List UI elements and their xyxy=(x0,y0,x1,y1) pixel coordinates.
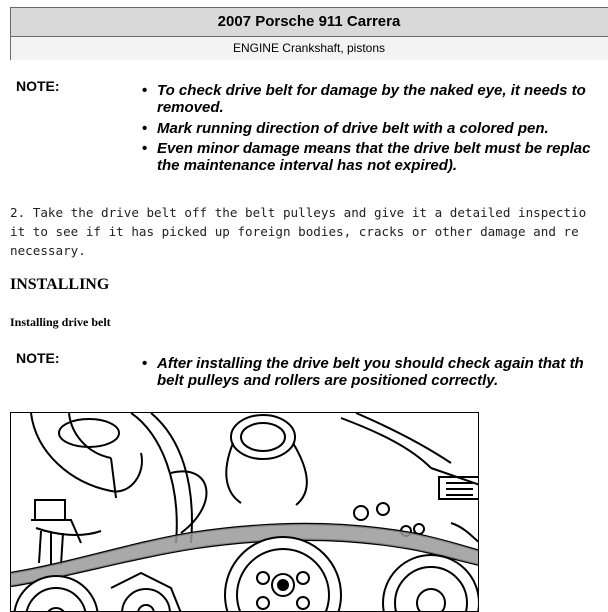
note-item: • Even minor damage means that the drive belt must be replac the maintenance interval has not expired). xyxy=(140,140,608,174)
drive-belt-illustration xyxy=(10,412,479,612)
step-2-text: 2. Take the drive belt off the belt pulleys and give it a detailed inspectio it to see if it has picked up foreign bodies, cracks or other damage and re necessary. xyxy=(10,205,587,258)
document-subtitle: ENGINE Crankshaft, pistons xyxy=(11,37,608,60)
note-item: • After installing the drive belt you should check again that th belt pulleys and rollers are positioned correctly. xyxy=(140,355,608,389)
document-title: 2007 Porsche 911 Carrera xyxy=(11,8,608,37)
note-item: • Mark running direction of drive belt with a colored pen. xyxy=(140,120,608,137)
subsection-heading: Installing drive belt xyxy=(10,315,111,329)
note-label: NOTE: xyxy=(16,350,60,366)
section-heading: INSTALLING xyxy=(10,276,110,293)
document-header xyxy=(10,7,608,60)
note-label: NOTE: xyxy=(16,78,60,94)
note-list xyxy=(140,82,608,174)
note-item: • To check drive belt for damage by the naked eye, it needs to removed. xyxy=(140,82,608,116)
note-list xyxy=(140,355,608,389)
engine-drive-belt-drawing xyxy=(11,413,479,612)
